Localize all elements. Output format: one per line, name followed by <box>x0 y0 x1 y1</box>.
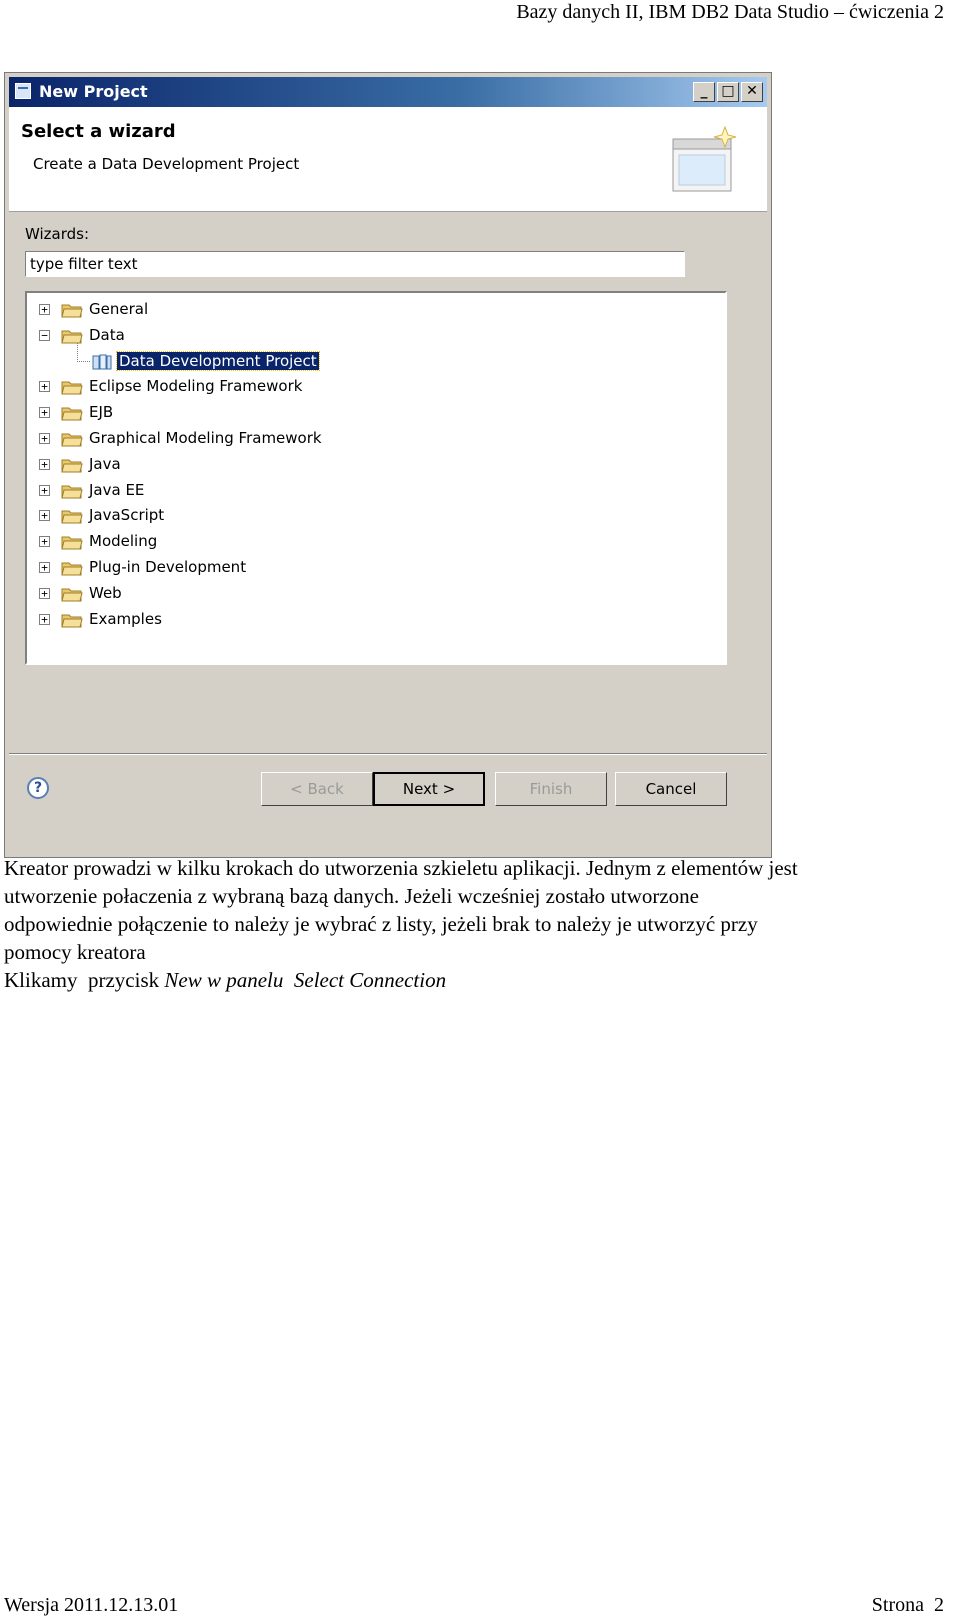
finish-button[interactable]: Finish <box>495 772 607 806</box>
filter-input[interactable] <box>25 251 685 277</box>
collapse-icon[interactable]: − <box>39 330 50 341</box>
folder-icon <box>61 508 83 524</box>
tree-item[interactable] <box>27 349 725 375</box>
cancel-button[interactable]: Cancel <box>615 772 727 806</box>
tree-item-label: Graphical Modeling Framework <box>89 429 322 447</box>
expand-icon[interactable]: + <box>39 433 50 444</box>
tree-item[interactable] <box>27 581 725 607</box>
folder-icon <box>61 405 83 421</box>
instruction-text: Klikamy przycisk <box>4 968 165 992</box>
help-icon[interactable]: ? <box>27 777 49 799</box>
wizard-header <box>9 107 767 212</box>
folder-icon <box>61 483 83 499</box>
tree-item[interactable] <box>27 478 725 504</box>
tree-item[interactable] <box>27 323 725 349</box>
tree-item-label: Data <box>89 325 125 344</box>
next-button[interactable]: Next > <box>373 772 485 806</box>
wizards-label: Wizards: <box>25 225 90 243</box>
tree-item[interactable] <box>27 374 725 400</box>
footer-version: Wersja 2011.12.13.01 <box>4 1594 179 1616</box>
footer-page-number: Strona 2 <box>871 1594 944 1616</box>
tree-item[interactable] <box>27 400 725 426</box>
paragraph-line: utworzenie połaczenia z wybraną bazą danych. Jeżeli wcześniej zostało utworzone <box>4 884 699 908</box>
paragraph-line: pomocy kreatora <box>4 940 146 964</box>
tree-item[interactable] <box>27 297 725 323</box>
back-button[interactable]: < Back <box>261 772 373 806</box>
expand-icon[interactable]: + <box>39 304 50 315</box>
expand-icon[interactable]: + <box>39 614 50 625</box>
tree-connector <box>77 343 90 362</box>
folder-icon <box>61 586 83 602</box>
wizard-banner-icon <box>669 125 741 195</box>
tree-item-label: JavaScript <box>89 506 165 525</box>
wizard-description: Create a Data Development Project <box>33 155 300 173</box>
tree-item[interactable] <box>27 555 725 581</box>
tree-item[interactable] <box>27 607 725 633</box>
tree-item-label: General <box>89 300 149 318</box>
wizard-title: Select a wizard <box>21 121 176 142</box>
tree-item-label: Web <box>89 583 122 602</box>
expand-icon[interactable]: + <box>39 588 50 599</box>
tree-item[interactable] <box>27 503 725 529</box>
tree-item-label: Data Development Project <box>119 351 317 370</box>
expand-icon[interactable]: + <box>39 536 50 547</box>
tree-item-label: Java <box>89 454 121 473</box>
folder-icon <box>61 560 83 576</box>
expand-icon[interactable]: + <box>39 485 50 496</box>
window-icon <box>15 83 31 99</box>
tree-item-label: EJB <box>89 403 114 422</box>
tree-item[interactable] <box>27 452 725 478</box>
tree-item[interactable] <box>27 426 725 452</box>
button-bar-separator <box>9 753 767 755</box>
instruction-emphasis: New w panelu Select Connection <box>164 968 447 992</box>
body-paragraph <box>4 854 944 994</box>
folder-icon <box>61 302 83 318</box>
expand-icon[interactable]: + <box>39 407 50 418</box>
paragraph-line: odpowiednie połączenie to należy je wybrać z listy, jeżeli brak to należy je utworzyć przy <box>4 912 758 936</box>
tree-item[interactable] <box>27 529 725 555</box>
folder-icon <box>61 328 83 344</box>
expand-icon[interactable]: + <box>39 562 50 573</box>
expand-icon[interactable]: + <box>39 459 50 470</box>
close-button[interactable]: ✕ <box>741 82 763 102</box>
folder-icon <box>61 431 83 447</box>
dialog-titlebar[interactable] <box>9 77 767 107</box>
folder-icon <box>61 457 83 473</box>
expand-icon[interactable]: + <box>39 510 50 521</box>
tree-item-label: Eclipse Modeling Framework <box>89 377 303 396</box>
paragraph-line: Kreator prowadzi w kilku krokach do utworzenia szkieletu aplikacji. Jednym z elementów jest <box>4 856 798 880</box>
folder-icon <box>61 534 83 550</box>
folder-icon <box>61 612 83 628</box>
project-icon <box>91 354 113 370</box>
wizard-tree[interactable] <box>25 291 727 665</box>
instruction-line <box>4 966 944 994</box>
tree-item-label: Plug-in Development <box>89 558 247 576</box>
tree-item-label: Java EE <box>89 480 145 499</box>
expand-icon[interactable]: + <box>39 381 50 392</box>
tree-item-label: Examples <box>89 609 162 628</box>
document-header: Bazy danych II, IBM DB2 Data Studio – ćwiczenia 2 <box>516 1 944 23</box>
maximize-button[interactable]: □ <box>717 82 739 102</box>
minimize-button[interactable]: _ <box>693 82 715 102</box>
tree-item-label: Modeling <box>89 532 158 551</box>
folder-icon <box>61 379 83 395</box>
dialog-title: New Project <box>39 82 148 101</box>
new-project-dialog <box>4 72 772 858</box>
